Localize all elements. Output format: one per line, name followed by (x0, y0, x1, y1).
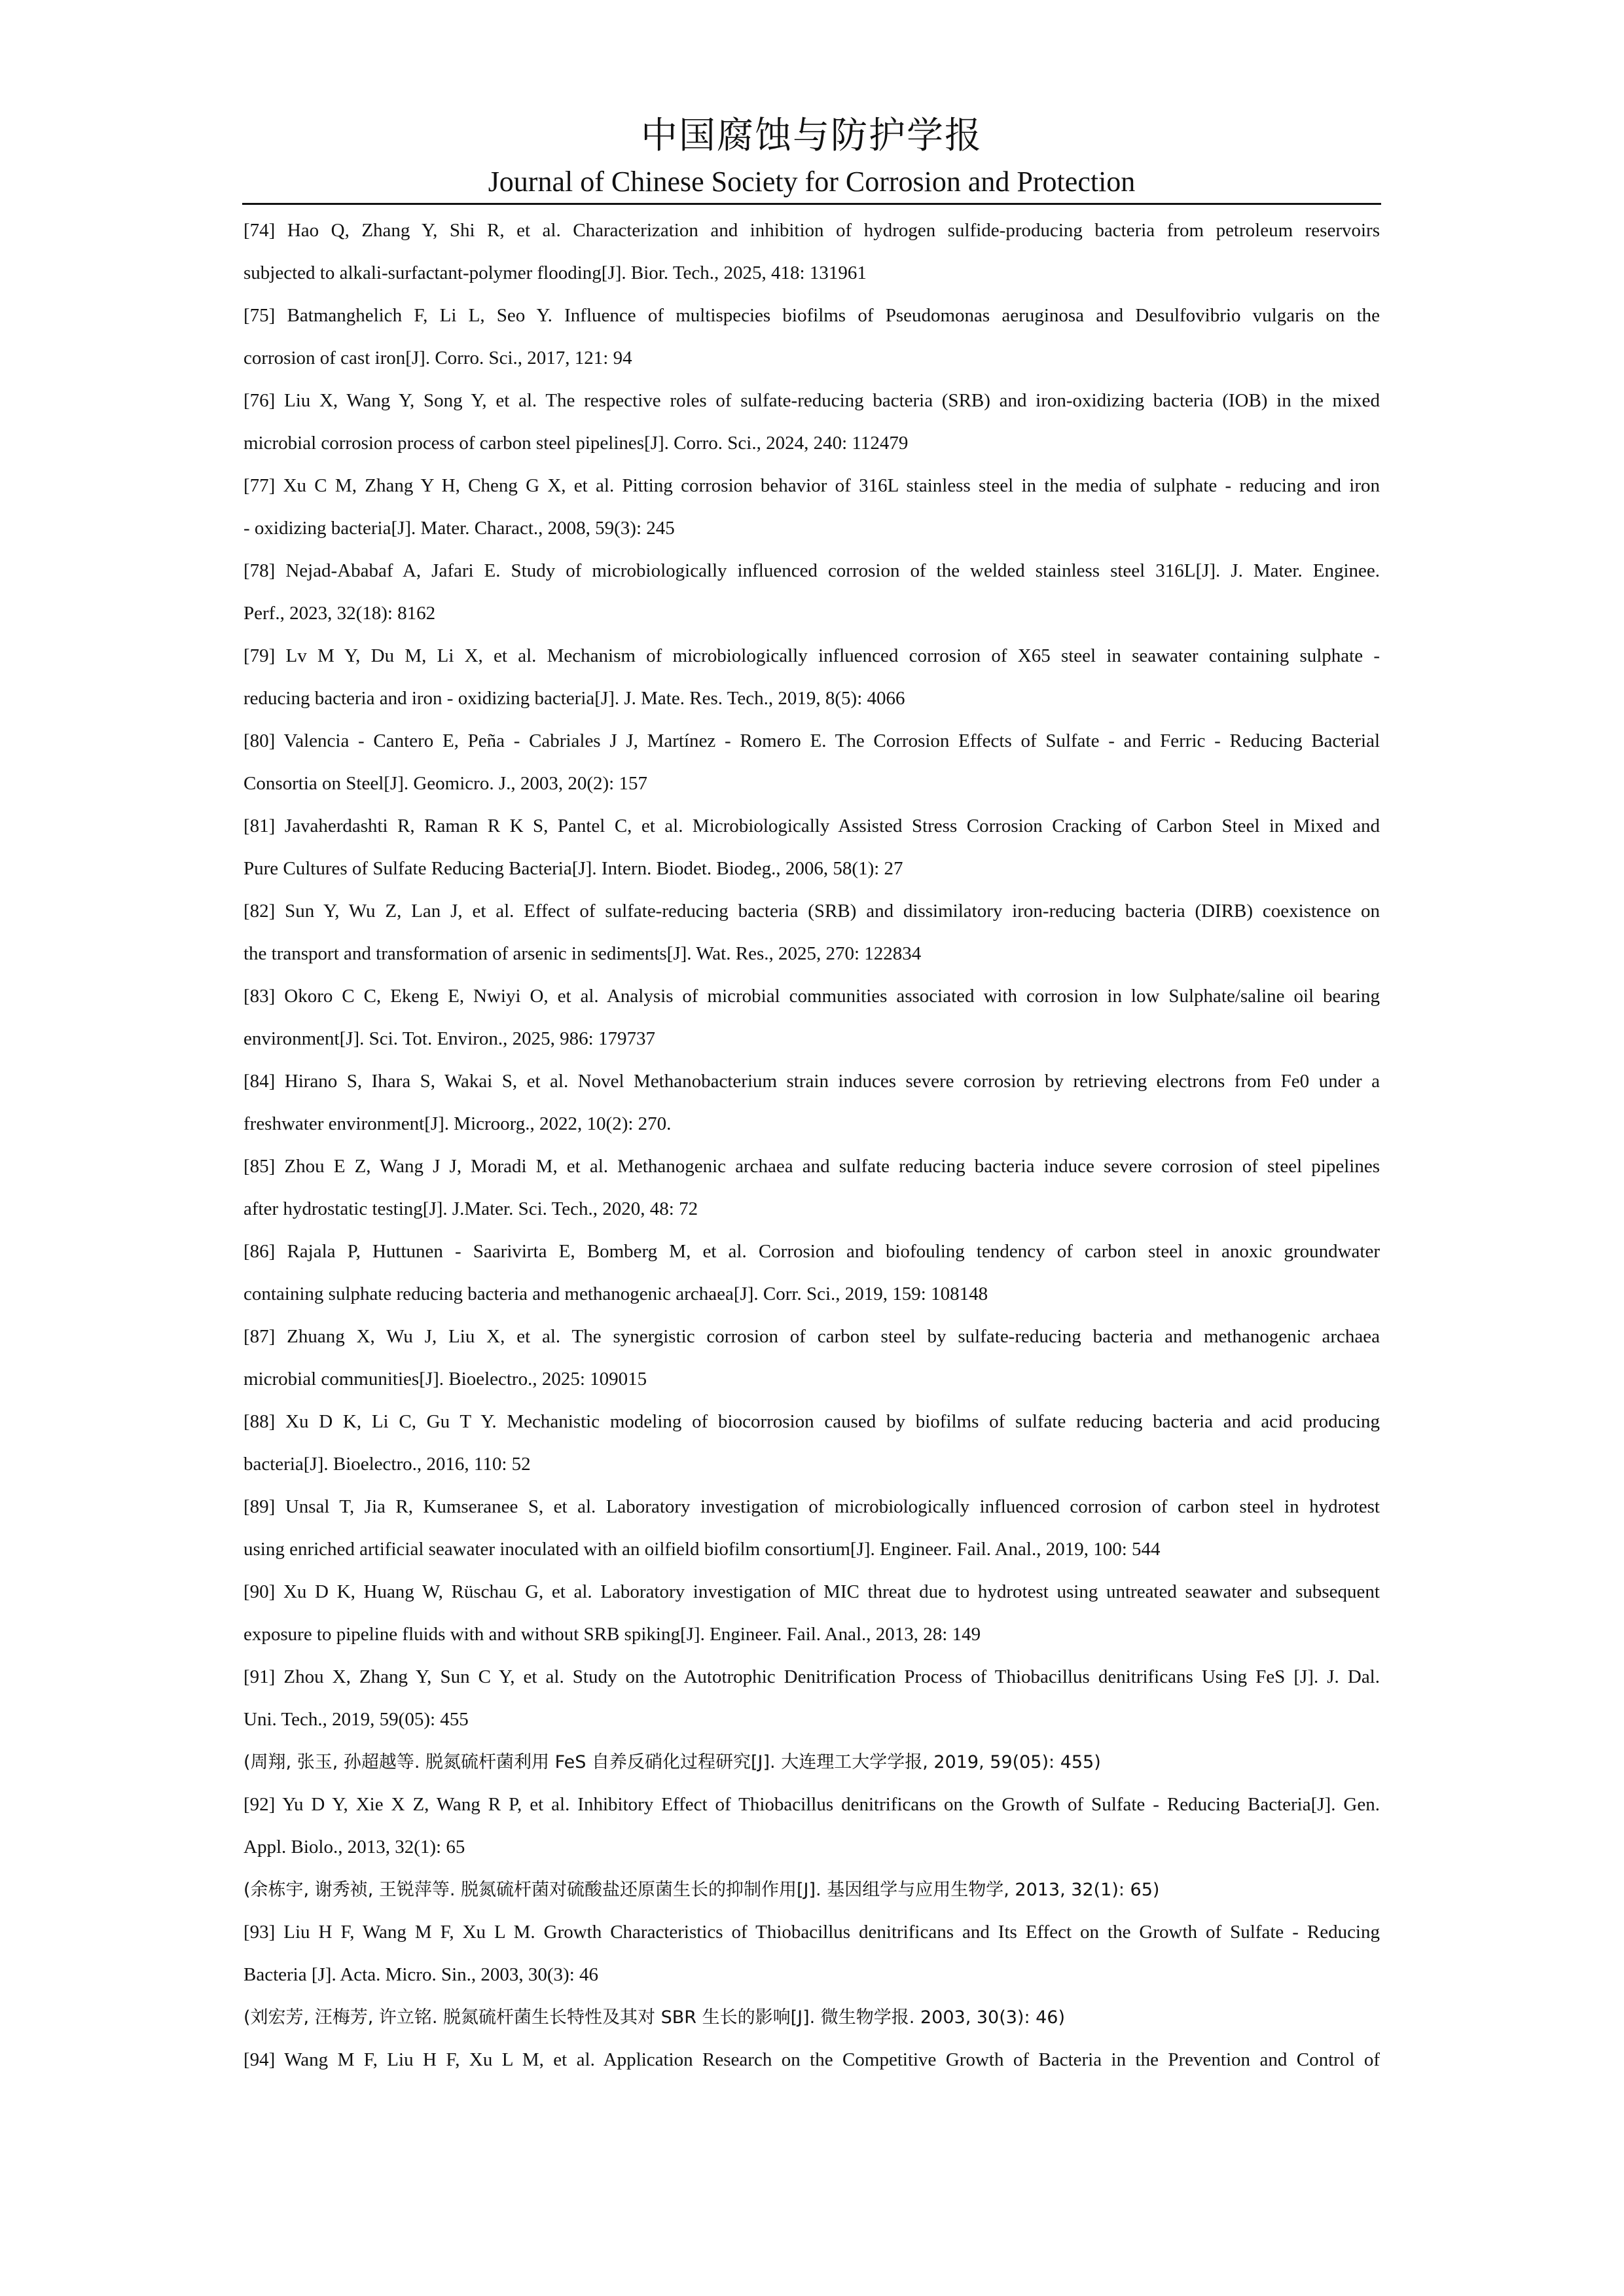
reference-line: [94] Wang M F, Liu H F, Xu L M, et al. Application Research on the Competitive Growth of Bacteria in the Prevention and Control of (244, 2049, 1380, 2070)
reference-line: [91] Zhou X, Zhang Y, Sun C Y, et al. Study on the Autotrophic Denitrification Process of Thiobacillus denitrificans Using FeS [J]. J. Dal. (244, 1666, 1380, 1687)
reference-translation-line: (刘宏芳, 汪梅芳, 许立铭. 脱氮硫杆菌生长特性及其对 SBR 生长的影响[J]. 微生物学报. 2003, 30(3): 46) (244, 2007, 1066, 2028)
reference-line: exposure to pipeline fluids with and without SRB spiking[J]. Engineer. Fail. Anal., 2013, 28: 149 (244, 1624, 981, 1645)
reference-line: [86] Rajala P, Huttunen - Saarivirta E, Bomberg M, et al. Corrosion and biofouling tendency of carbon steel in anoxic groundwater (244, 1241, 1380, 1262)
reference-line: using enriched artificial seawater inoculated with an oilfield biofilm consortium[J]. Engineer. Fail. Anal., 2019, 100: 544 (244, 1539, 1161, 1560)
page-header (242, 110, 1381, 200)
reference-line: Perf., 2023, 32(18): 8162 (244, 603, 436, 624)
reference-list (244, 209, 1380, 2081)
reference-line: [82] Sun Y, Wu Z, Lan J, et al. Effect of sulfate-reducing bacteria (SRB) and dissimilatory iron-reducing bacteria (DIRB) coexistence on (244, 901, 1380, 922)
reference-line: environment[J]. Sci. Tot. Environ., 2025, 986: 179737 (244, 1028, 655, 1049)
reference-line: microbial corrosion process of carbon steel pipelines[J]. Corro. Sci., 2024, 240: 112479 (244, 433, 909, 454)
reference-line: - oxidizing bacteria[J]. Mater. Charact., 2008, 59(3): 245 (244, 518, 675, 539)
reference-line: [76] Liu X, Wang Y, Song Y, et al. The respective roles of sulfate-reducing bacteria (SRB) and iron-oxidizing bacteria (IOB) in the mixed (244, 390, 1380, 411)
reference-line: [90] Xu D K, Huang W, Rüschau G, et al. Laboratory investigation of MIC threat due to hydrotest using untreated seawater and subsequent (244, 1581, 1380, 1602)
reference-line: [88] Xu D K, Li C, Gu T Y. Mechanistic modeling of biocorrosion caused by biofilms of sulfate reducing bacteria and acid producing (244, 1411, 1380, 1432)
reference-line: [74] Hao Q, Zhang Y, Shi R, et al. Characterization and inhibition of hydrogen sulfide-producing bacteria from petroleum reservoirs (244, 220, 1380, 241)
reference-line: [92] Yu D Y, Xie X Z, Wang R P, et al. Inhibitory Effect of Thiobacillus denitrificans on the Growth of Sulfate - Reducing Bacteria[J]. Gen. (244, 1794, 1380, 1815)
reference-line: [93] Liu H F, Wang M F, Xu L M. Growth Characteristics of Thiobacillus denitrificans and Its Effect on the Growth of Sulfate - Reducing (244, 1922, 1380, 1943)
reference-line: microbial communities[J]. Bioelectro., 2025: 109015 (244, 1369, 647, 1390)
reference-line: [80] Valencia - Cantero E, Peña - Cabriales J J, Martínez - Romero E. The Corrosion Effects of Sulfate - and Ferric - Reducing Bacterial (244, 730, 1380, 751)
reference-translation-line: (周翔, 张玉, 孙超越等. 脱氮硫杆菌利用 FeS 自养反硝化过程研究[J]. 大连理工大学学报, 2019, 59(05): 455) (244, 1752, 1101, 1772)
journal-title-chinese: 中国腐蚀与防护学报 (641, 115, 983, 157)
header-divider (242, 203, 1381, 205)
reference-line: after hydrostatic testing[J]. J.Mater. Sci. Tech., 2020, 48: 72 (244, 1198, 698, 1219)
reference-line: freshwater environment[J]. Microorg., 2022, 10(2): 270. (244, 1113, 672, 1134)
reference-line: [87] Zhuang X, Wu J, Liu X, et al. The synergistic corrosion of carbon steel by sulfate-reducing bacteria and methanogenic archaea (244, 1326, 1380, 1347)
reference-line: [77] Xu C M, Zhang Y H, Cheng G X, et al. Pitting corrosion behavior of 316L stainless steel in the media of sulphate - reducing and iron (244, 475, 1380, 496)
reference-line: bacteria[J]. Bioelectro., 2016, 110: 52 (244, 1454, 531, 1475)
reference-line: [81] Javaherdashti R, Raman R K S, Pantel C, et al. Microbiologically Assisted Stress Corrosion Cracking of Carbon Steel in Mixed and (244, 816, 1380, 836)
reference-line: containing sulphate reducing bacteria and methanogenic archaea[J]. Corr. Sci., 2019, 159: 108148 (244, 1283, 988, 1304)
reference-line: the transport and transformation of arsenic in sediments[J]. Wat. Res., 2025, 270: 122834 (244, 943, 922, 964)
reference-line: subjected to alkali-surfactant-polymer flooding[J]. Bior. Tech., 2025, 418: 131961 (244, 262, 867, 283)
reference-line: [83] Okoro C C, Ekeng E, Nwiyi O, et al. Analysis of microbial communities associated with corrosion in low Sulphate/saline oil bearing (244, 986, 1380, 1007)
reference-line: Appl. Biolo., 2013, 32(1): 65 (244, 1837, 465, 1857)
reference-line: [78] Nejad-Ababaf A, Jafari E. Study of microbiologically influenced corrosion of the welded stainless steel 316L[J]. J. Mater. Enginee. (244, 560, 1380, 581)
reference-line: corrosion of cast iron[J]. Corro. Sci., 2017, 121: 94 (244, 348, 632, 368)
reference-line: [75] Batmanghelich F, Li L, Seo Y. Influence of multispecies biofilms of Pseudomonas aeruginosa and Desulfovibrio vulgaris on the (244, 305, 1380, 326)
reference-line: [79] Lv M Y, Du M, Li X, et al. Mechanism of microbiologically influenced corrosion of X65 steel in seawater containing sulphate - (244, 645, 1380, 666)
reference-translation-line: (余栋宇, 谢秀祯, 王锐萍等. 脱氮硫杆菌对硫酸盐还原菌生长的抑制作用[J]. 基因组学与应用生物学, 2013, 32(1): 65) (244, 1880, 1160, 1900)
reference-line: Bacteria [J]. Acta. Micro. Sin., 2003, 30(3): 46 (244, 1964, 599, 1985)
reference-line: Pure Cultures of Sulfate Reducing Bacteria[J]. Intern. Biodet. Biodeg., 2006, 58(1): 27 (244, 858, 903, 879)
journal-title-english: Journal of Chinese Society for Corrosion and Protection (488, 166, 1136, 198)
reference-line: [85] Zhou E Z, Wang J J, Moradi M, et al. Methanogenic archaea and sulfate reducing bacteria induce severe corrosion of steel pipelines (244, 1156, 1380, 1177)
reference-line: [84] Hirano S, Ihara S, Wakai S, et al. Novel Methanobacterium strain induces severe corrosion by retrieving electrons from Fe0 under a (244, 1071, 1380, 1092)
reference-line: Consortia on Steel[J]. Geomicro. J., 2003, 20(2): 157 (244, 773, 647, 794)
reference-line: [89] Unsal T, Jia R, Kumseranee S, et al. Laboratory investigation of microbiologically influenced corrosion of carbon steel in hydrotest (244, 1496, 1380, 1517)
reference-line: reducing bacteria and iron - oxidizing bacteria[J]. J. Mate. Res. Tech., 2019, 8(5): 4066 (244, 688, 905, 709)
reference-line: Uni. Tech., 2019, 59(05): 455 (244, 1709, 469, 1730)
